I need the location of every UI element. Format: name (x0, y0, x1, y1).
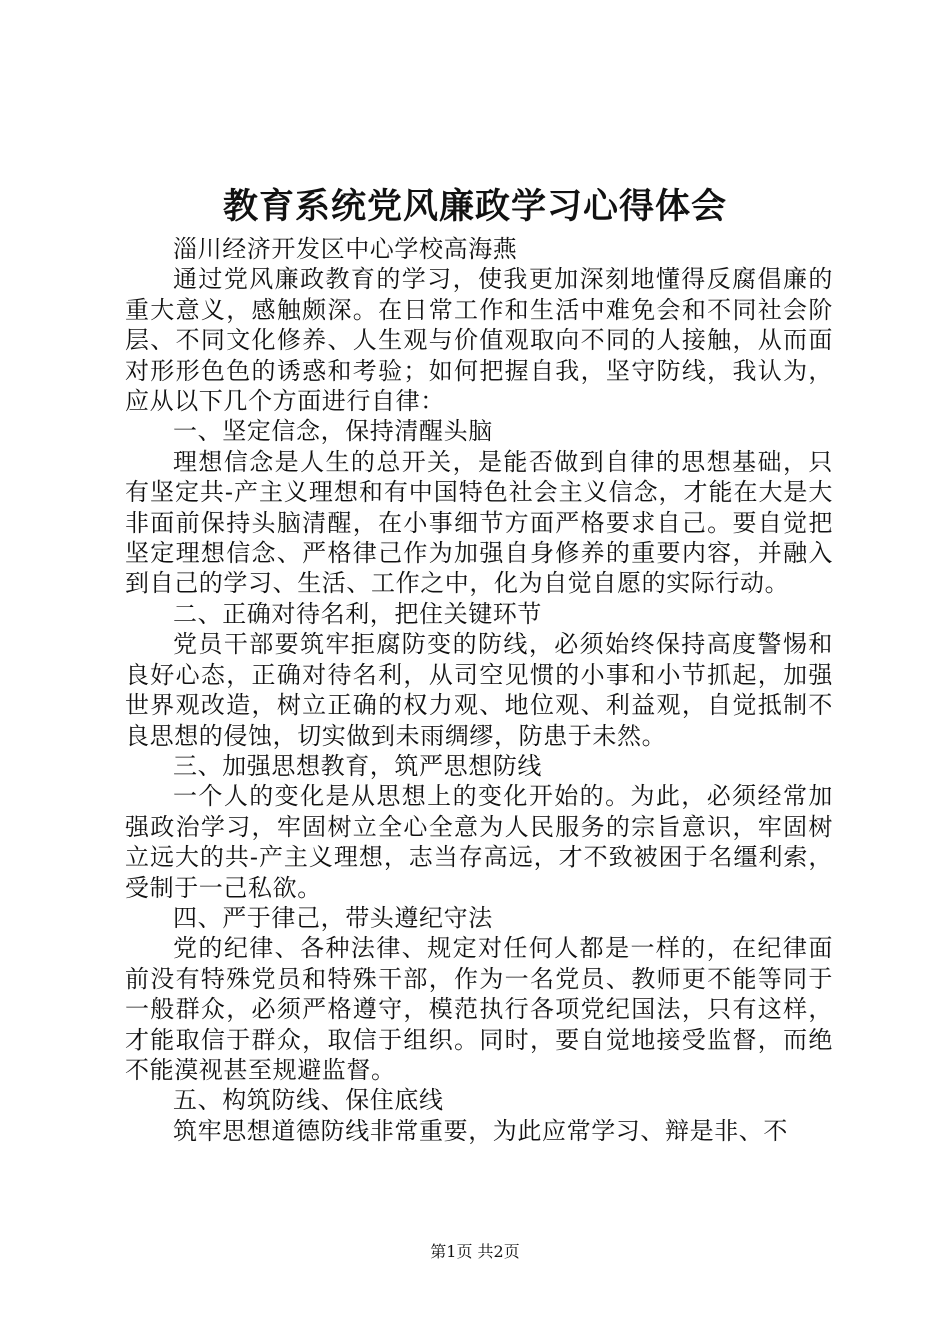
paragraph-1: 理想信念是人生的总开关，是能否做到自律的思想基础，只有坚定共-产主义理想和有中国特色社会主义信念，才能在大是大非面前保持头脑清醒，在小事细节方面严格要求自己。要自觉把坚定理想信念、严格律己作为加强自身修养的重要内容，并融入到自己的学习、生活、工作之中，化为自觉自愿的实际行动。 (125, 447, 833, 598)
section-heading-3: 三、加强思想教育，筑严思想防线 (173, 751, 542, 780)
paragraph-5: 筑牢思想道德防线非常重要，为此应常学习、辩是非、不 (173, 1116, 788, 1145)
section-heading-1: 一、坚定信念，保持清醒头脑 (173, 417, 493, 446)
section-heading-4: 四、严于律己，带头遵纪守法 (173, 903, 493, 932)
paragraph-2: 党员干部要筑牢拒腐防变的防线，必须始终保持高度警惕和良好心态，正确对待名利，从司空见惯的小事和小节抓起，加强世界观改造，树立正确的权力观、地位观、利益观，自觉抵制不良思想的侵蚀，切实做到未雨绸缪，防患于未然。 (125, 630, 833, 750)
paragraph-4: 党的纪律、各种法律、规定对任何人都是一样的，在纪律面前没有特殊党员和特殊干部，作为一名党员、教师更不能等同于一般群众，必须严格遵守，模范执行各项党纪国法，只有这样，才能取信于群众，取信于组织。同时，要自觉地接受监督，而绝不能漠视甚至规避监督。 (125, 934, 833, 1084)
author-line: 淄川经济开发区中心学校高海燕 (173, 235, 518, 263)
document-body (125, 234, 833, 1146)
paragraph-intro: 通过党风廉政教育的学习，使我更加深刻地懂得反腐倡廉的重大意义，感触颇深。在日常工作和生活中难免会和不同社会阶层、不同文化修养、人生观与价值观取向不同的人接触，从而面对形形色色的诱惑和考验；如何把握自我，坚守防线，我认为，应从以下几个方面进行自律： (125, 265, 833, 416)
paragraph-3: 一个人的变化是从思想上的变化开始的。为此，必须经常加强政治学习，牢固树立全心全意为人民服务的宗旨意识，牢固树立远大的共-产主义理想，志当存高远，才不致被困于名缰利索，受制于一己私欲。 (125, 782, 833, 902)
section-heading-2: 二、正确对待名利，把住关键环节 (173, 599, 542, 628)
section-heading-5: 五、构筑防线、保住底线 (173, 1086, 444, 1115)
document-title: 教育系统党风廉政学习心得体会 (222, 186, 727, 227)
page-number-footer: 第1页 共2页 (430, 1242, 520, 1261)
